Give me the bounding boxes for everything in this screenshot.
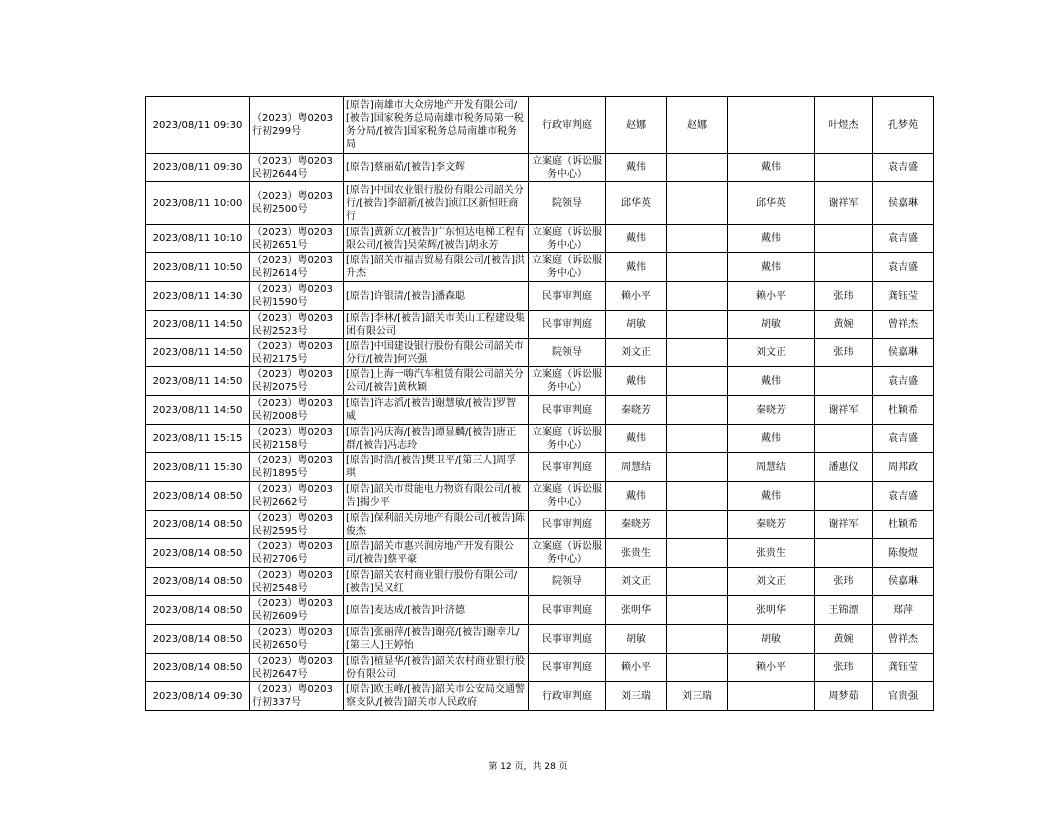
clerk-cell: 孔梦苑: [873, 97, 934, 154]
department-cell: 立案庭（诉讼服务中心）: [529, 154, 606, 182]
department-cell: 立案庭（诉讼服务中心）: [529, 367, 606, 396]
case-number-cell: （2023）粤0203民初2595号: [250, 511, 344, 539]
parties-cell: [原告]黄新立/[被告]广东恒达电梯工程有限公司/[被告]吴荣辉/[被告]胡永芳: [344, 225, 529, 253]
case-number-cell: （2023）粤0203民初2614号: [250, 253, 344, 282]
assistant-cell: [815, 154, 873, 182]
department-cell: 民事审判庭: [529, 511, 606, 539]
case-number-cell: （2023）粤0203民初2706号: [250, 539, 344, 568]
judge-c-cell: 胡敏: [728, 311, 815, 339]
table-row: [146, 654, 934, 682]
judge-b-cell: [667, 282, 728, 311]
judge-c-cell: 秦晓芳: [728, 396, 815, 425]
parties-cell: [原告]保利韶关房地产有限公司/[被告]陈俊杰: [344, 511, 529, 539]
parties-cell: [原告]李林/[被告]韶关市芙山工程建设集团有限公司: [344, 311, 529, 339]
parties-cell: [原告]张丽萍/[被告]谢亮/[被告]谢幸儿/[第三人]王婷怡: [344, 625, 529, 654]
department-cell: 立案庭（诉讼服务中心）: [529, 539, 606, 568]
assistant-cell: [815, 225, 873, 253]
clerk-cell: 郑萍: [873, 596, 934, 625]
judge-b-cell: [667, 568, 728, 596]
hearing-time-cell: 2023/08/11 09:30: [146, 97, 250, 154]
department-cell: 院领导: [529, 339, 606, 367]
judge-c-cell: 周慧结: [728, 453, 815, 482]
hearing-time-cell: 2023/08/11 10:50: [146, 253, 250, 282]
department-cell: 民事审判庭: [529, 654, 606, 682]
judge-cell: 秦晓芳: [606, 511, 667, 539]
parties-cell: [原告]麦达成/[被告]叶济德: [344, 596, 529, 625]
judge-c-cell: 戴伟: [728, 367, 815, 396]
judge-cell: 戴伟: [606, 367, 667, 396]
assistant-cell: [815, 425, 873, 453]
judge-b-cell: [667, 425, 728, 453]
clerk-cell: 侯嘉琳: [873, 568, 934, 596]
clerk-cell: 杜颖希: [873, 511, 934, 539]
assistant-cell: 张玮: [815, 654, 873, 682]
assistant-cell: 谢祥军: [815, 511, 873, 539]
hearing-time-cell: 2023/08/11 09:30: [146, 154, 250, 182]
case-number-cell: （2023）粤0203民初2662号: [250, 482, 344, 511]
table-row: [146, 682, 934, 711]
clerk-cell: 袁吉盛: [873, 253, 934, 282]
table-row: [146, 596, 934, 625]
table-row: [146, 367, 934, 396]
judge-cell: 胡敏: [606, 311, 667, 339]
parties-cell: [原告]韶关农村商业银行股份有限公司/[被告]吴又红: [344, 568, 529, 596]
judge-cell: 赖小平: [606, 654, 667, 682]
judge-b-cell: 刘三瑞: [667, 682, 728, 711]
hearing-time-cell: 2023/08/11 14:50: [146, 396, 250, 425]
department-cell: 行政审判庭: [529, 682, 606, 711]
table-row: [146, 282, 934, 311]
judge-c-cell: 戴伟: [728, 482, 815, 511]
judge-b-cell: [667, 367, 728, 396]
case-number-cell: （2023）粤0203民初2650号: [250, 625, 344, 654]
case-number-cell: （2023）粤0203民初2644号: [250, 154, 344, 182]
judge-b-cell: [667, 596, 728, 625]
judge-cell: 戴伟: [606, 482, 667, 511]
case-number-cell: （2023）粤0203民初2500号: [250, 182, 344, 225]
hearing-schedule-table: [145, 96, 934, 711]
table-row: [146, 482, 934, 511]
table-row: [146, 425, 934, 453]
department-cell: 行政审判庭: [529, 97, 606, 154]
case-number-cell: （2023）粤0203民初2647号: [250, 654, 344, 682]
judge-b-cell: [667, 511, 728, 539]
judge-b-cell: [667, 253, 728, 282]
judge-b-cell: [667, 154, 728, 182]
judge-cell: 戴伟: [606, 154, 667, 182]
parties-cell: [原告]韶关市贯能电力物资有限公司/[被告]揭少平: [344, 482, 529, 511]
hearing-time-cell: 2023/08/11 14:50: [146, 367, 250, 396]
department-cell: 民事审判庭: [529, 396, 606, 425]
judge-c-cell: 刘文正: [728, 339, 815, 367]
assistant-cell: 叶煜杰: [815, 97, 873, 154]
assistant-cell: 张玮: [815, 568, 873, 596]
judge-b-cell: [667, 539, 728, 568]
page-number: 第 12 页，共 28 页: [488, 762, 568, 772]
clerk-cell: 侯嘉琳: [873, 182, 934, 225]
hearing-time-cell: 2023/08/14 09:30: [146, 682, 250, 711]
case-number-cell: （2023）粤0203行初299号: [250, 97, 344, 154]
clerk-cell: 陈俊煜: [873, 539, 934, 568]
judge-c-cell: [728, 682, 815, 711]
assistant-cell: 张玮: [815, 339, 873, 367]
judge-cell: 刘三瑞: [606, 682, 667, 711]
judge-b-cell: [667, 225, 728, 253]
case-number-cell: （2023）粤0203行初337号: [250, 682, 344, 711]
case-number-cell: （2023）粤0203民初2158号: [250, 425, 344, 453]
judge-cell: 邱华英: [606, 182, 667, 225]
parties-cell: [原告]欧玉峰/[被告]韶关市公安局交通警察支队/[被告]韶关市人民政府: [344, 682, 529, 711]
table-row: [146, 154, 934, 182]
table-row: [146, 625, 934, 654]
hearing-time-cell: 2023/08/14 08:50: [146, 539, 250, 568]
case-number-cell: （2023）粤0203民初2175号: [250, 339, 344, 367]
case-number-cell: （2023）粤0203民初1590号: [250, 282, 344, 311]
judge-cell: 戴伟: [606, 425, 667, 453]
parties-cell: [原告]冯庆海/[被告]谭显麟/[被告]唐正群/[被告]冯志玲: [344, 425, 529, 453]
judge-b-cell: 赵娜: [667, 97, 728, 154]
department-cell: 民事审判庭: [529, 311, 606, 339]
assistant-cell: 潘惠仪: [815, 453, 873, 482]
department-cell: 立案庭（诉讼服务中心）: [529, 482, 606, 511]
hearing-time-cell: 2023/08/11 14:50: [146, 339, 250, 367]
judge-b-cell: [667, 339, 728, 367]
table-row: [146, 511, 934, 539]
parties-cell: [原告]植显华/[被告]韶关农村商业银行股份有限公司: [344, 654, 529, 682]
judge-b-cell: [667, 453, 728, 482]
assistant-cell: [815, 367, 873, 396]
department-cell: 民事审判庭: [529, 453, 606, 482]
department-cell: 民事审判庭: [529, 282, 606, 311]
judge-c-cell: 胡敏: [728, 625, 815, 654]
judge-cell: 戴伟: [606, 225, 667, 253]
parties-cell: [原告]时浩/[被告]樊卫平/[第三人]周孚琪: [344, 453, 529, 482]
hearing-time-cell: 2023/08/11 14:50: [146, 311, 250, 339]
judge-cell: 赵娜: [606, 97, 667, 154]
case-number-cell: （2023）粤0203民初1895号: [250, 453, 344, 482]
department-cell: 民事审判庭: [529, 625, 606, 654]
clerk-cell: 袁吉盛: [873, 154, 934, 182]
assistant-cell: [815, 482, 873, 511]
hearing-time-cell: 2023/08/14 08:50: [146, 482, 250, 511]
judge-cell: 赖小平: [606, 282, 667, 311]
judge-b-cell: [667, 396, 728, 425]
judge-cell: 刘文正: [606, 339, 667, 367]
parties-cell: [原告]许银清/[被告]潘森聪: [344, 282, 529, 311]
hearing-time-cell: 2023/08/11 10:10: [146, 225, 250, 253]
clerk-cell: 袁吉盛: [873, 425, 934, 453]
table-row: [146, 568, 934, 596]
judge-c-cell: 张明华: [728, 596, 815, 625]
assistant-cell: 黄婉: [815, 625, 873, 654]
department-cell: 立案庭（诉讼服务中心）: [529, 225, 606, 253]
hearing-time-cell: 2023/08/11 10:00: [146, 182, 250, 225]
judge-cell: 周慧结: [606, 453, 667, 482]
table-row: [146, 225, 934, 253]
judge-c-cell: 刘文正: [728, 568, 815, 596]
parties-cell: [原告]上海一嗨汽车租赁有限公司韶关分公司/[被告]黄秋颖: [344, 367, 529, 396]
table-row: [146, 396, 934, 425]
assistant-cell: 张玮: [815, 282, 873, 311]
judge-b-cell: [667, 654, 728, 682]
judge-c-cell: 邱华英: [728, 182, 815, 225]
judge-b-cell: [667, 625, 728, 654]
assistant-cell: 谢祥军: [815, 396, 873, 425]
judge-c-cell: 戴伟: [728, 425, 815, 453]
judge-cell: 张贵生: [606, 539, 667, 568]
judge-b-cell: [667, 482, 728, 511]
parties-cell: [原告]南雄市大众房地产开发有限公司/[被告]国家税务总局南雄市税务局第一税务分局/[被告]国家税务总局南雄市税务局: [344, 97, 529, 154]
parties-cell: [原告]蔡丽茹/[被告]李文辉: [344, 154, 529, 182]
hearing-time-cell: 2023/08/14 08:50: [146, 596, 250, 625]
judge-cell: 戴伟: [606, 253, 667, 282]
case-number-cell: （2023）粤0203民初2523号: [250, 311, 344, 339]
hearing-time-cell: 2023/08/14 08:50: [146, 568, 250, 596]
judge-c-cell: 戴伟: [728, 253, 815, 282]
table-body: [146, 97, 934, 711]
hearing-time-cell: 2023/08/11 14:30: [146, 282, 250, 311]
table-row: [146, 339, 934, 367]
assistant-cell: [815, 253, 873, 282]
judge-cell: 刘文正: [606, 568, 667, 596]
clerk-cell: 龚钰莹: [873, 654, 934, 682]
hearing-time-cell: 2023/08/11 15:15: [146, 425, 250, 453]
department-cell: 院领导: [529, 182, 606, 225]
table-row: [146, 182, 934, 225]
department-cell: 立案庭（诉讼服务中心）: [529, 425, 606, 453]
parties-cell: [原告]中国农业银行股份有限公司韶关分行/[被告]李韶新/[被告]浈江区新恒旺商行: [344, 182, 529, 225]
clerk-cell: 袁吉盛: [873, 482, 934, 511]
hearing-time-cell: 2023/08/11 15:30: [146, 453, 250, 482]
table-row: [146, 253, 934, 282]
table-row: [146, 97, 934, 154]
table-row: [146, 539, 934, 568]
judge-c-cell: 戴伟: [728, 154, 815, 182]
hearing-time-cell: 2023/08/14 08:50: [146, 654, 250, 682]
table-row: [146, 453, 934, 482]
judge-c-cell: 赖小平: [728, 282, 815, 311]
parties-cell: [原告]许志滔/[被告]谢慧敏/[被告]罗智威: [344, 396, 529, 425]
clerk-cell: 侯嘉琳: [873, 339, 934, 367]
clerk-cell: 曾祥杰: [873, 625, 934, 654]
assistant-cell: 周梦茹: [815, 682, 873, 711]
parties-cell: [原告]韶关市福吉贸易有限公司/[被告]洪升杰: [344, 253, 529, 282]
judge-c-cell: 戴伟: [728, 225, 815, 253]
department-cell: 院领导: [529, 568, 606, 596]
judge-c-cell: 张贵生: [728, 539, 815, 568]
judge-cell: 张明华: [606, 596, 667, 625]
judge-b-cell: [667, 182, 728, 225]
case-number-cell: （2023）粤0203民初2609号: [250, 596, 344, 625]
clerk-cell: 曾祥杰: [873, 311, 934, 339]
department-cell: 民事审判庭: [529, 596, 606, 625]
judge-c-cell: 赖小平: [728, 654, 815, 682]
clerk-cell: 龚钰莹: [873, 282, 934, 311]
case-number-cell: （2023）粤0203民初2008号: [250, 396, 344, 425]
table-row: [146, 311, 934, 339]
parties-cell: [原告]韶关市惠兴润房地产开发有限公司/[被告]蔡平豪: [344, 539, 529, 568]
clerk-cell: 周邦政: [873, 453, 934, 482]
judge-cell: 胡敏: [606, 625, 667, 654]
judge-c-cell: [728, 97, 815, 154]
judge-cell: 秦晓芳: [606, 396, 667, 425]
clerk-cell: 袁吉盛: [873, 367, 934, 396]
assistant-cell: 谢祥军: [815, 182, 873, 225]
case-number-cell: （2023）粤0203民初2075号: [250, 367, 344, 396]
hearing-time-cell: 2023/08/14 08:50: [146, 625, 250, 654]
assistant-cell: 王锦漂: [815, 596, 873, 625]
clerk-cell: 杜颖希: [873, 396, 934, 425]
judge-c-cell: 秦晓芳: [728, 511, 815, 539]
case-number-cell: （2023）粤0203民初2651号: [250, 225, 344, 253]
assistant-cell: 黄婉: [815, 311, 873, 339]
case-number-cell: （2023）粤0203民初2548号: [250, 568, 344, 596]
clerk-cell: 袁吉盛: [873, 225, 934, 253]
parties-cell: [原告]中国建设银行股份有限公司韶关市分行/[被告]何兴强: [344, 339, 529, 367]
assistant-cell: [815, 539, 873, 568]
department-cell: 立案庭（诉讼服务中心）: [529, 253, 606, 282]
judge-b-cell: [667, 311, 728, 339]
clerk-cell: 官贵强: [873, 682, 934, 711]
hearing-time-cell: 2023/08/14 08:50: [146, 511, 250, 539]
